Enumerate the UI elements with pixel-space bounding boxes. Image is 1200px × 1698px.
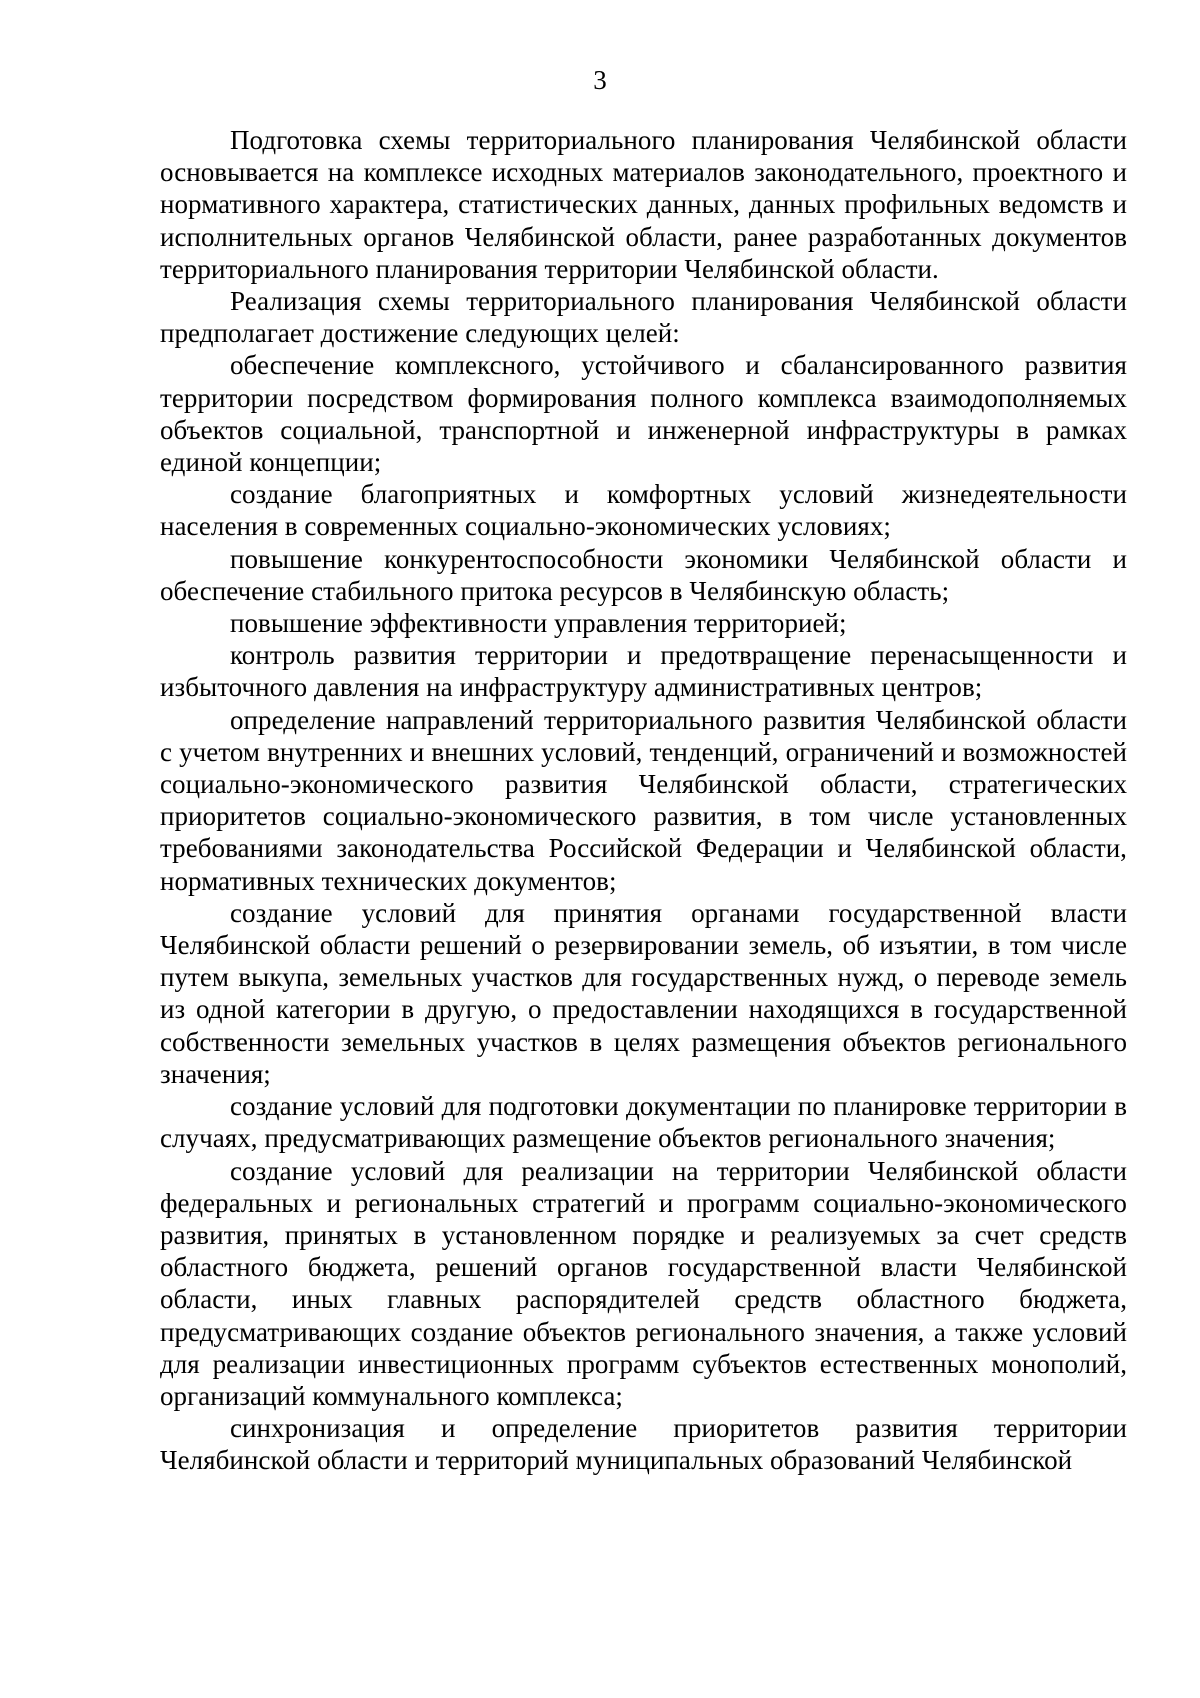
goal-item-development: обеспечение комплексного, устойчивого и сбалансированного развития территории посредством формирования полного комплекса взаимодополняемых объектов социальной, транспортной и инженерной инфраструктуры в рамках единой концепции; [160, 350, 1127, 478]
paragraph-goals-heading: Реализация схемы территориального планирования Челябинской области предполагает достижение следующих целей: [160, 286, 1127, 349]
goal-item-synchronization: синхронизация и определение приоритетов развития территории Челябинской области и территорий муниципальных образований Челябинской [160, 1413, 1127, 1476]
goal-item-management: повышение эффективности управления территорией; [230, 608, 847, 639]
goal-item-strategies: создание условий для реализации на территории Челябинской области федеральных и региональных стратегий и программ социально-экономического развития, принятых в установленном порядке и реализуемых за счет средств областного бюджета, решений органов государственной власти Челябинской области, иных главных распорядителей средств областного бюджета, предусматривающих создание объектов регионального значения, а также условий для реализации инвестиционных программ субъектов естественных монополий, организаций коммунального комплекса; [160, 1155, 1127, 1411]
goal-item-living-conditions: создание благоприятных и комфортных условий жизнедеятельности населения в современных социально-экономических условиях; [160, 479, 1127, 542]
goal-item-directions: определение направлений территориального развития Челябинской области с учетом внутренних и внешних условий, тенденций, ограничений и возможностей социально-экономического развития Челябинской области, стратегических приоритетов социально-экономического развития, в том числе установленных требованиями законодательства Российской Федерации и Челябинской области, нормативных технических документов; [160, 704, 1127, 896]
document-body [160, 124, 1127, 1477]
goal-item-land-decisions: создание условий для принятия органами государственной власти Челябинской области решений о резервировании земель, об изъятии, в том числе путем выкупа, земельных участков для государственных нужд, о переводе земель из одной категории в другую, о предоставлении находящихся в государственной собственности земельных участков в целях размещения объектов регионального значения; [160, 897, 1127, 1089]
page-number: 3 [593, 65, 607, 95]
goal-item-control: контроль развития территории и предотвращение перенасыщенности и избыточного давления на инфраструктуру административных центров; [160, 640, 1127, 703]
goal-item-planning-docs: создание условий для подготовки документации по планировке территории в случаях, предусматривающих размещение объектов регионального значения; [160, 1091, 1127, 1154]
goal-item-competitiveness: повышение конкурентоспособности экономики Челябинской области и обеспечение стабильного притока ресурсов в Челябинскую область; [160, 543, 1127, 606]
paragraph-intro: Подготовка схемы территориального планирования Челябинской области основывается на комплексе исходных материалов законодательного, проектного и нормативного характера, статистических данных, данных профильных ведомств и исполнительных органов Челябинской области, ранее разработанных документов территориального планирования территории Челябинской области. [160, 125, 1127, 284]
